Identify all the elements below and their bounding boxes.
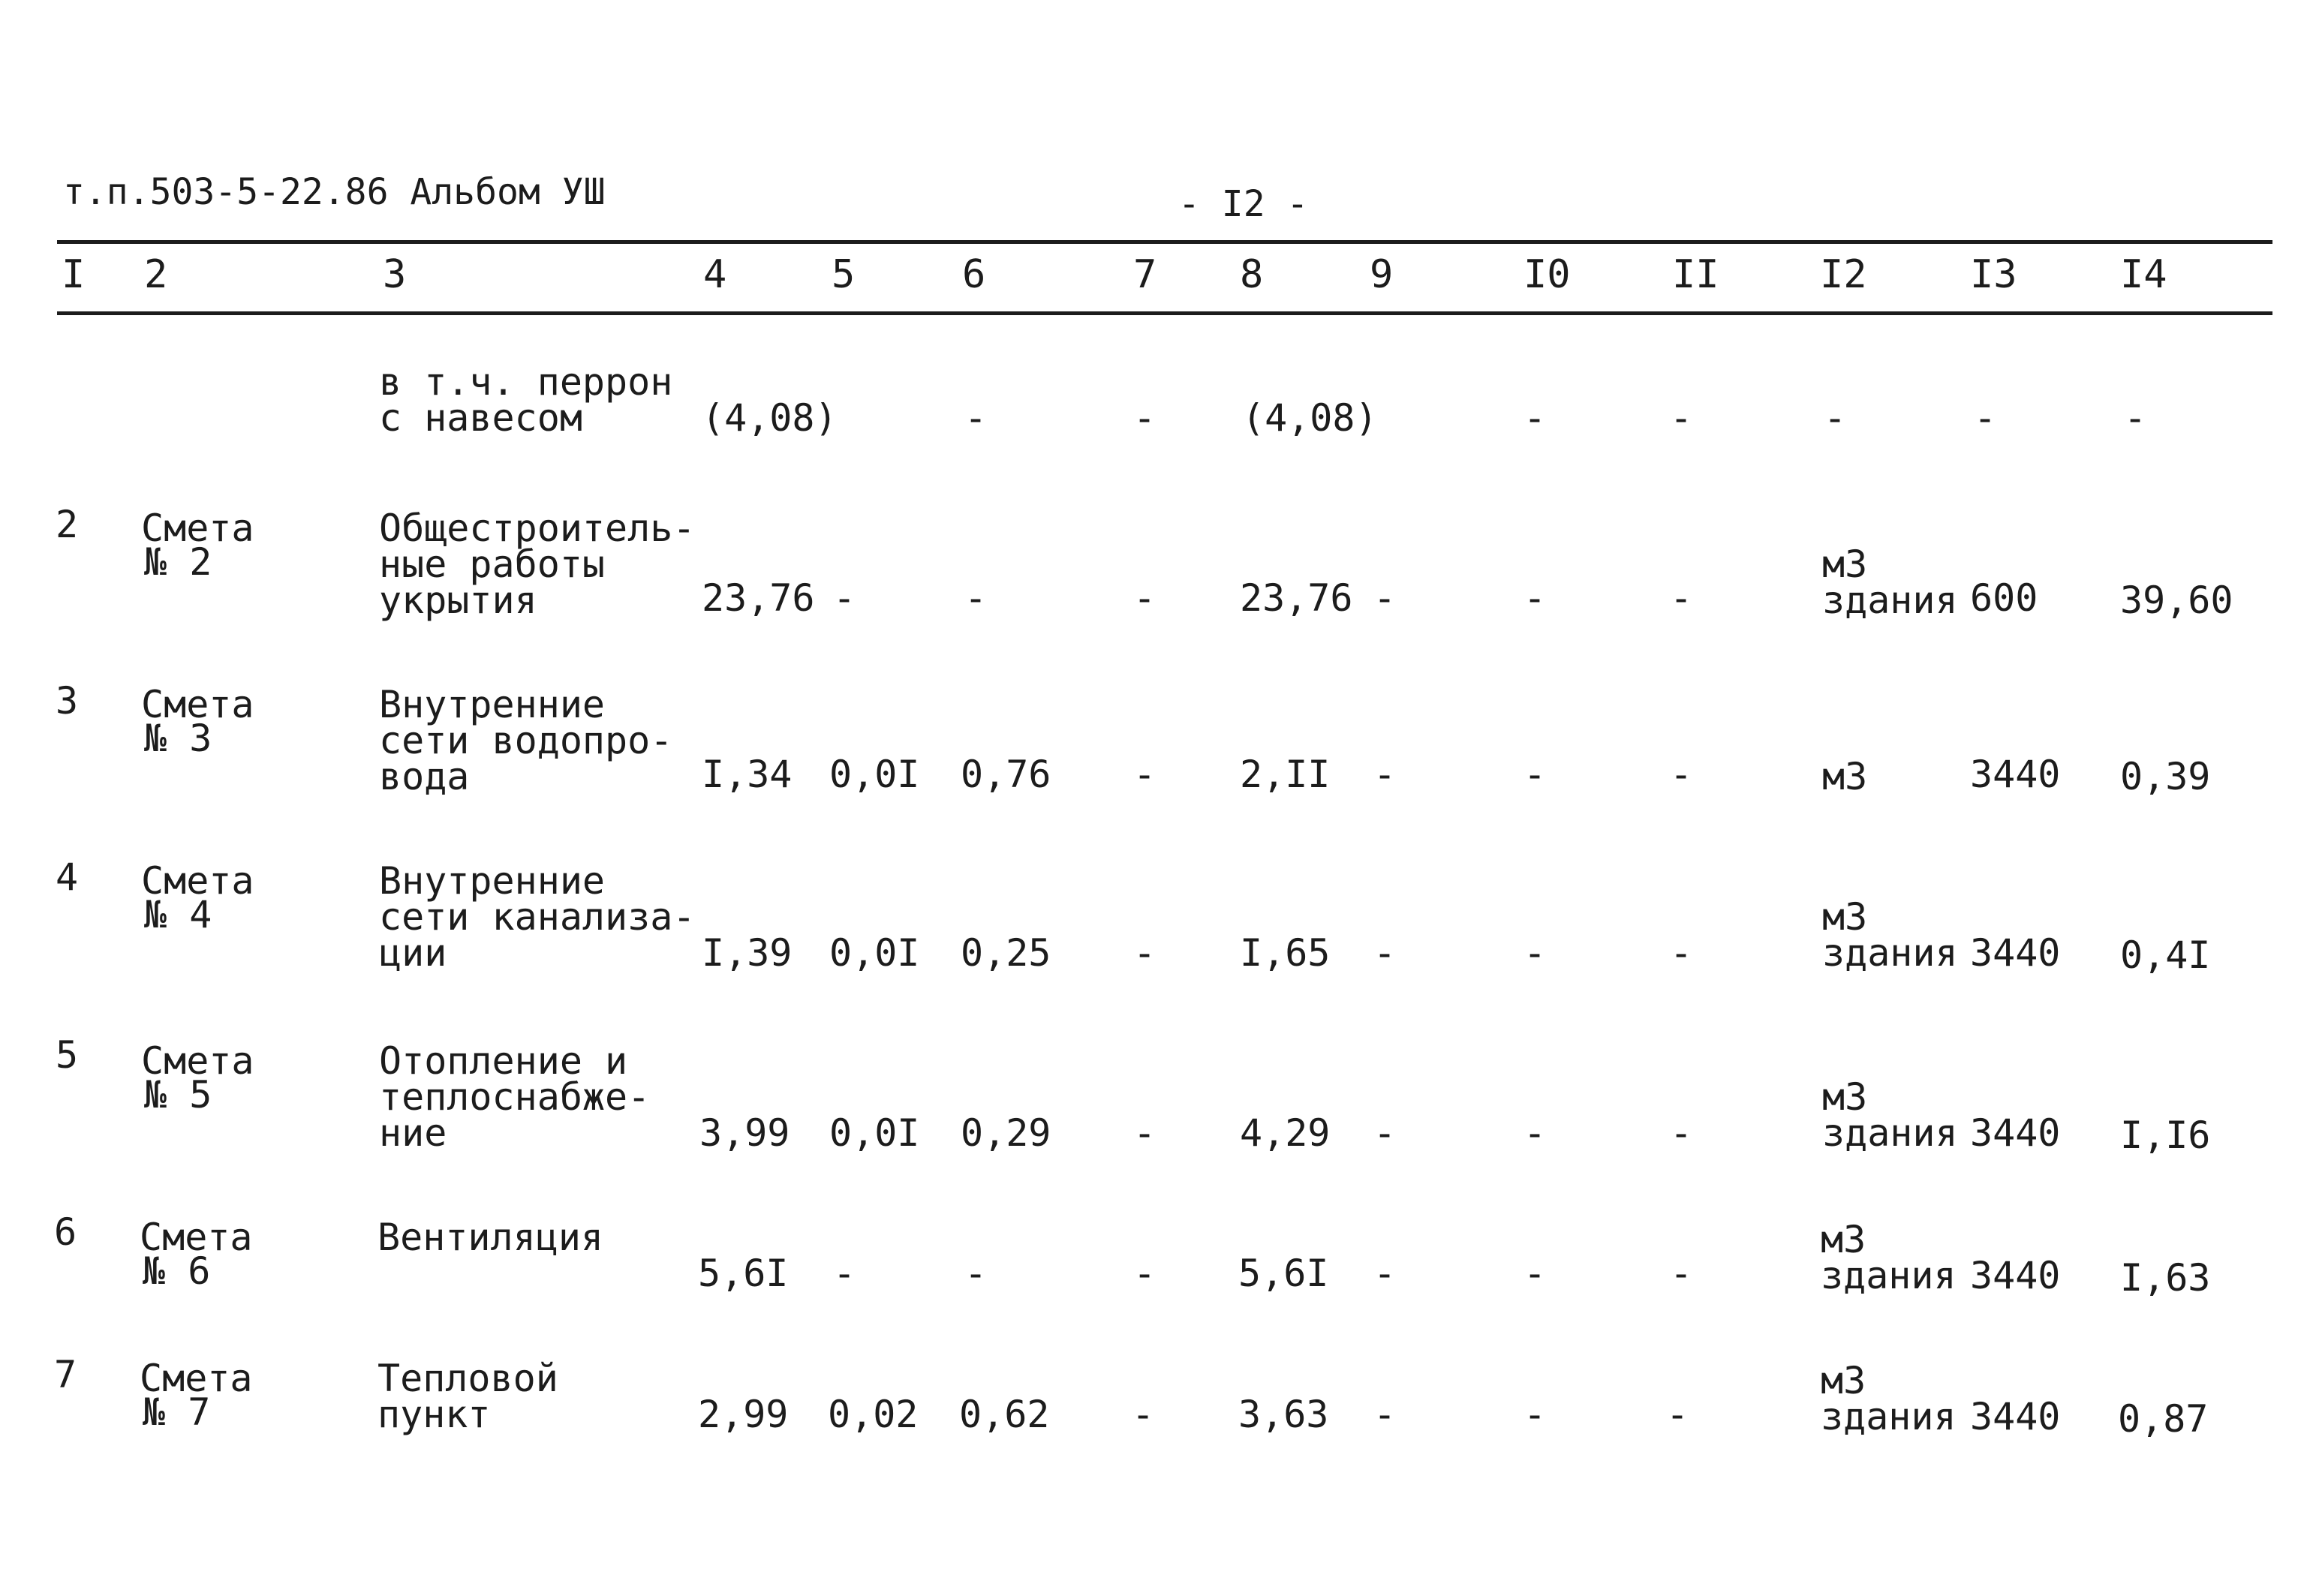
cell-col14: I,63	[2120, 1256, 2211, 1300]
work-name-line: вода	[379, 755, 470, 798]
unit-line: здания	[1822, 1111, 1958, 1155]
cell-col8: I,65	[1240, 931, 1331, 975]
unit-line: м3	[1821, 1218, 1866, 1261]
cell-col13: 3440	[1970, 1254, 2061, 1297]
cell-col7: -	[1133, 753, 1157, 796]
column-number: I	[62, 252, 86, 297]
unit-line: м3	[1822, 1075, 1868, 1119]
row-number: 3	[56, 679, 79, 723]
work-name-line: Внутренние	[379, 859, 606, 903]
cell-col6: 0,76	[961, 753, 1051, 796]
work-name-line: ние	[379, 1111, 447, 1155]
cell-col13: 3440	[1970, 1395, 2061, 1438]
cell-col11: -	[1670, 576, 1693, 620]
cell-col4: 5,6I	[698, 1252, 789, 1295]
cell-col5: 0,0I	[829, 1111, 920, 1155]
unit-line: здания	[1821, 1254, 1957, 1297]
cell-col6: 0,25	[961, 931, 1051, 975]
work-name-line: сети канализа-	[379, 895, 696, 939]
column-number: 8	[1240, 252, 1264, 297]
cell-col6: 0,29	[961, 1111, 1051, 1155]
row-number: 7	[54, 1353, 77, 1396]
work-name-line: Вентиляция	[377, 1216, 604, 1259]
cell-col4: I,39	[702, 931, 793, 975]
cell-col6: -	[964, 396, 988, 440]
table-top-rule	[57, 240, 2272, 244]
cell-col11: -	[1670, 753, 1693, 796]
column-number: 3	[383, 252, 407, 297]
cell-col12: -	[1824, 396, 1847, 440]
cell-col13: 3440	[1970, 753, 2061, 796]
cell-col4: (4,08)	[702, 396, 838, 440]
column-number: 9	[1370, 252, 1394, 297]
document-reference: т.п.503-5-22.86 Альбом УШ	[63, 171, 606, 213]
work-name-line: укрытия	[379, 579, 537, 622]
work-name-line: Отопление и	[379, 1039, 628, 1083]
cell-col8: 5,6I	[1238, 1252, 1329, 1295]
cell-col8: 4,29	[1240, 1111, 1331, 1155]
cell-col13: -	[1974, 396, 1997, 440]
column-number: 7	[1133, 252, 1157, 297]
row-number: 2	[56, 503, 79, 546]
work-name-line: в т.ч. перрон	[379, 360, 673, 404]
cell-col5: -	[833, 1252, 856, 1295]
estimate-line: № 7	[143, 1390, 211, 1434]
work-name-line: сети водопро-	[379, 719, 673, 762]
cell-col14: 0,4I	[2120, 933, 2211, 977]
cell-col4: 2,99	[698, 1393, 789, 1436]
cell-col8: 2,II	[1240, 753, 1331, 796]
cell-col14: 0,87	[2118, 1397, 2209, 1441]
cell-col7: -	[1133, 576, 1157, 620]
cell-col10: -	[1523, 1111, 1547, 1155]
work-name-line: ные работы	[379, 543, 606, 586]
column-number: I4	[2120, 252, 2167, 297]
table-header-rule	[57, 311, 2272, 315]
cell-col8: (4,08)	[1242, 396, 1378, 440]
estimate-line: Смета	[140, 1357, 253, 1400]
estimate-line: Смета	[140, 1216, 253, 1259]
column-number: 5	[832, 252, 856, 297]
cell-col13: 3440	[1970, 931, 2061, 975]
estimate-line: Смета	[141, 683, 254, 726]
cell-col6: 0,62	[959, 1393, 1050, 1436]
cell-col9: -	[1373, 753, 1397, 796]
estimate-line: Смета	[141, 506, 254, 550]
estimate-line: № 6	[143, 1249, 211, 1293]
cell-col10: -	[1523, 1393, 1547, 1436]
row-number: 5	[56, 1033, 79, 1077]
column-number: 2	[144, 252, 168, 297]
cell-col11: -	[1670, 1252, 1693, 1295]
cell-col14: -	[2124, 396, 2147, 440]
row-number: 4	[56, 855, 79, 899]
cell-col9: -	[1373, 1393, 1397, 1436]
cell-col11: -	[1666, 1393, 1689, 1436]
column-number: I2	[1820, 252, 1867, 297]
page-number: - I2 -	[1178, 183, 1309, 225]
column-number: 6	[962, 252, 986, 297]
cell-col8: 3,63	[1238, 1393, 1329, 1436]
cell-col9: -	[1373, 576, 1397, 620]
cell-col5: 0,0I	[829, 931, 920, 975]
work-name-line: пункт	[377, 1393, 491, 1436]
column-number: 4	[703, 252, 727, 297]
unit-line: м3	[1822, 755, 1868, 798]
cell-col7: -	[1132, 1393, 1155, 1436]
cell-col4: 23,76	[702, 576, 815, 620]
cell-col13: 600	[1970, 576, 2038, 620]
estimate-line: № 2	[144, 540, 212, 584]
unit-line: здания	[1821, 1395, 1957, 1438]
unit-line: м3	[1821, 1359, 1866, 1402]
cell-col10: -	[1523, 1252, 1547, 1295]
work-name-line: Внутренние	[379, 683, 606, 726]
cell-col7: -	[1133, 1252, 1157, 1295]
work-name-line: Общестроитель-	[379, 506, 696, 550]
work-name-line: теплоснабже-	[379, 1075, 651, 1119]
cell-col4: 3,99	[699, 1111, 790, 1155]
cell-col7: -	[1133, 931, 1157, 975]
cell-col10: -	[1523, 753, 1547, 796]
cell-col14: I,I6	[2120, 1114, 2211, 1157]
estimate-line: № 3	[144, 717, 212, 760]
estimate-line: № 4	[144, 893, 212, 936]
cell-col10: -	[1523, 396, 1547, 440]
cell-col10: -	[1523, 576, 1547, 620]
column-number: II	[1672, 252, 1719, 297]
cell-col9: -	[1373, 1252, 1397, 1295]
unit-line: здания	[1822, 931, 1958, 975]
column-number: I0	[1523, 252, 1571, 297]
work-name-line: с навесом	[379, 396, 582, 440]
cell-col5: 0,0I	[829, 753, 920, 796]
row-number: 6	[54, 1210, 77, 1254]
cell-col5: 0,02	[828, 1393, 919, 1436]
cell-col13: 3440	[1970, 1111, 2061, 1155]
cell-col6: -	[964, 576, 988, 620]
column-number: I3	[1970, 252, 2017, 297]
estimate-line: Смета	[141, 859, 254, 903]
unit-line: м3	[1822, 895, 1868, 939]
work-name-line: Тепловой	[377, 1357, 558, 1400]
cell-col5: -	[833, 576, 856, 620]
cell-col4: I,34	[702, 753, 793, 796]
cell-col7: -	[1133, 1111, 1157, 1155]
cell-col6: -	[964, 1252, 988, 1295]
unit-line: здания	[1822, 579, 1958, 622]
work-name-line: ции	[379, 931, 447, 975]
cell-col9: -	[1373, 931, 1397, 975]
unit-line: м3	[1822, 543, 1868, 586]
cell-col14: 39,60	[2120, 579, 2233, 622]
cell-col11: -	[1670, 1111, 1693, 1155]
estimate-line: № 5	[144, 1073, 212, 1117]
cell-col9: -	[1373, 1111, 1397, 1155]
cell-col8: 23,76	[1240, 576, 1353, 620]
estimate-line: Смета	[141, 1039, 254, 1083]
cell-col14: 0,39	[2120, 755, 2211, 798]
cell-col7: -	[1133, 396, 1157, 440]
cell-col10: -	[1523, 931, 1547, 975]
cell-col11: -	[1670, 931, 1693, 975]
cell-col11: -	[1670, 396, 1693, 440]
